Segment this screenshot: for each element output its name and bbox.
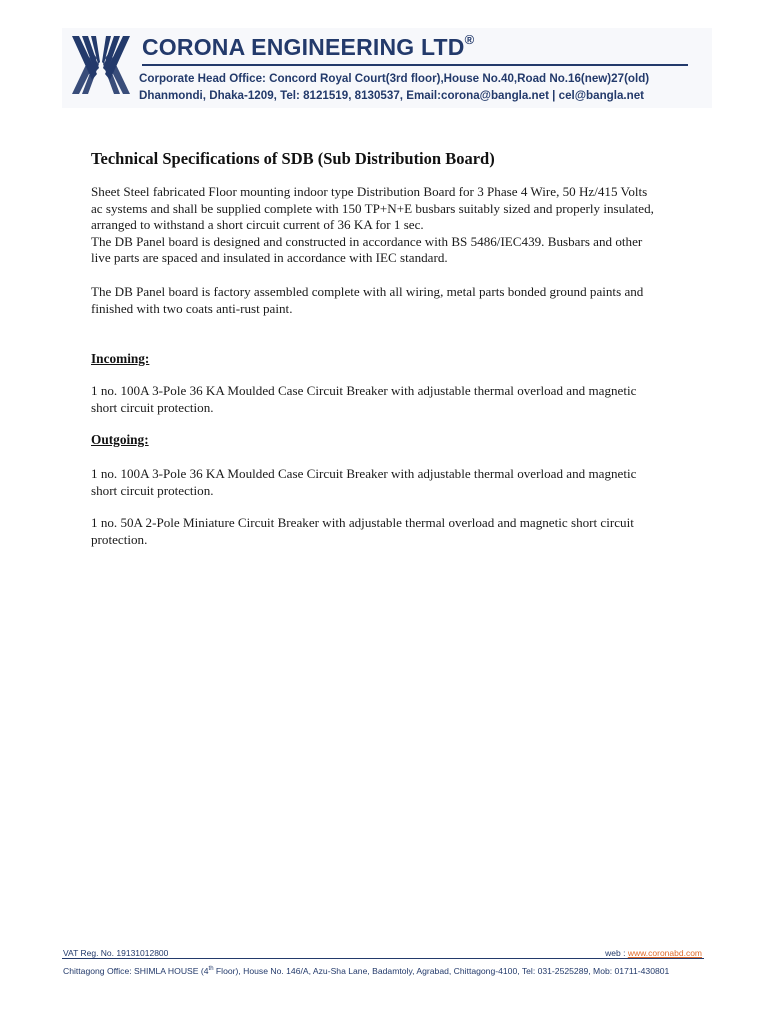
company-name: CORONA ENGINEERING LTD® — [142, 32, 475, 60]
assembly-paragraph — [91, 284, 691, 317]
outgoing-item-line: short circuit protection. — [91, 482, 214, 498]
website-link[interactable]: www.coronabd.com — [627, 948, 702, 958]
chittagong-office-address: Chittagong Office: SHIMLA HOUSE (4th Floor), House No. 146/A, Azu-Sha Lane, Badamtoly, Agrabad, Chittagong-4100, Tel: 031-2525289, Mob: 01711-430801 — [63, 966, 670, 976]
head-office-address: Corporate Head Office: Concord Royal Court(3rd floor),House No.40,Road No.16(new)27(old) — [139, 72, 650, 85]
assembly-line: finished with two coats anti-rust paint. — [91, 300, 293, 316]
intro-line: The DB Panel board is designed and constructed in accordance with BS 5486/IEC439. Busbars and other — [91, 233, 643, 249]
incoming-item-line: short circuit protection. — [91, 399, 214, 415]
incoming-item-line: 1 no. 100A 3-Pole 36 KA Moulded Case Circuit Breaker with adjustable thermal overload and magnetic — [91, 383, 637, 398]
outgoing-item-1 — [91, 466, 691, 499]
outgoing-item-line: protection. — [91, 531, 148, 547]
footer-divider — [62, 958, 704, 959]
outgoing-item-line: 1 no. 100A 3-Pole 36 KA Moulded Case Circuit Breaker with adjustable thermal overload and magnetic — [91, 466, 637, 481]
outgoing-item-2 — [91, 515, 691, 548]
company-logo-icon — [70, 34, 132, 96]
web-label: web : — [605, 948, 628, 958]
incoming-heading: Incoming: — [91, 351, 150, 366]
incoming-item — [91, 383, 691, 416]
header-divider — [142, 64, 688, 66]
outgoing-item-line: 1 no. 50A 2-Pole Miniature Circuit Breaker with adjustable thermal overload and magnetic short circuit — [91, 515, 634, 530]
intro-line: Sheet Steel fabricated Floor mounting indoor type Distribution Board for 3 Phase 4 Wire, 50 Hz/415 Volts — [91, 184, 648, 199]
outgoing-heading: Outgoing: — [91, 432, 149, 447]
assembly-line: The DB Panel board is factory assembled complete with all wiring, metal parts bonded ground paints and — [91, 284, 644, 299]
intro-line: ac systems and shall be supplied complete with 150 TP+N+E busbars suitably sized and properly insulated, — [91, 200, 654, 216]
intro-line: live parts are spaced and insulated in accordance with IEC standard. — [91, 250, 448, 266]
document-title: Technical Specifications of SDB (Sub Distribution Board) — [91, 149, 495, 168]
vat-registration: VAT Reg. No. 19131012800 — [63, 948, 169, 958]
intro-paragraph — [91, 184, 691, 267]
website — [605, 948, 702, 958]
head-office-contact: Dhanmondi, Dhaka-1209, Tel: 8121519, 8130537, Email:corona@bangla.net | cel@bangla.net — [139, 89, 645, 102]
intro-line: arranged to withstand a short circuit current of 36 KA for 1 sec. — [91, 217, 424, 233]
